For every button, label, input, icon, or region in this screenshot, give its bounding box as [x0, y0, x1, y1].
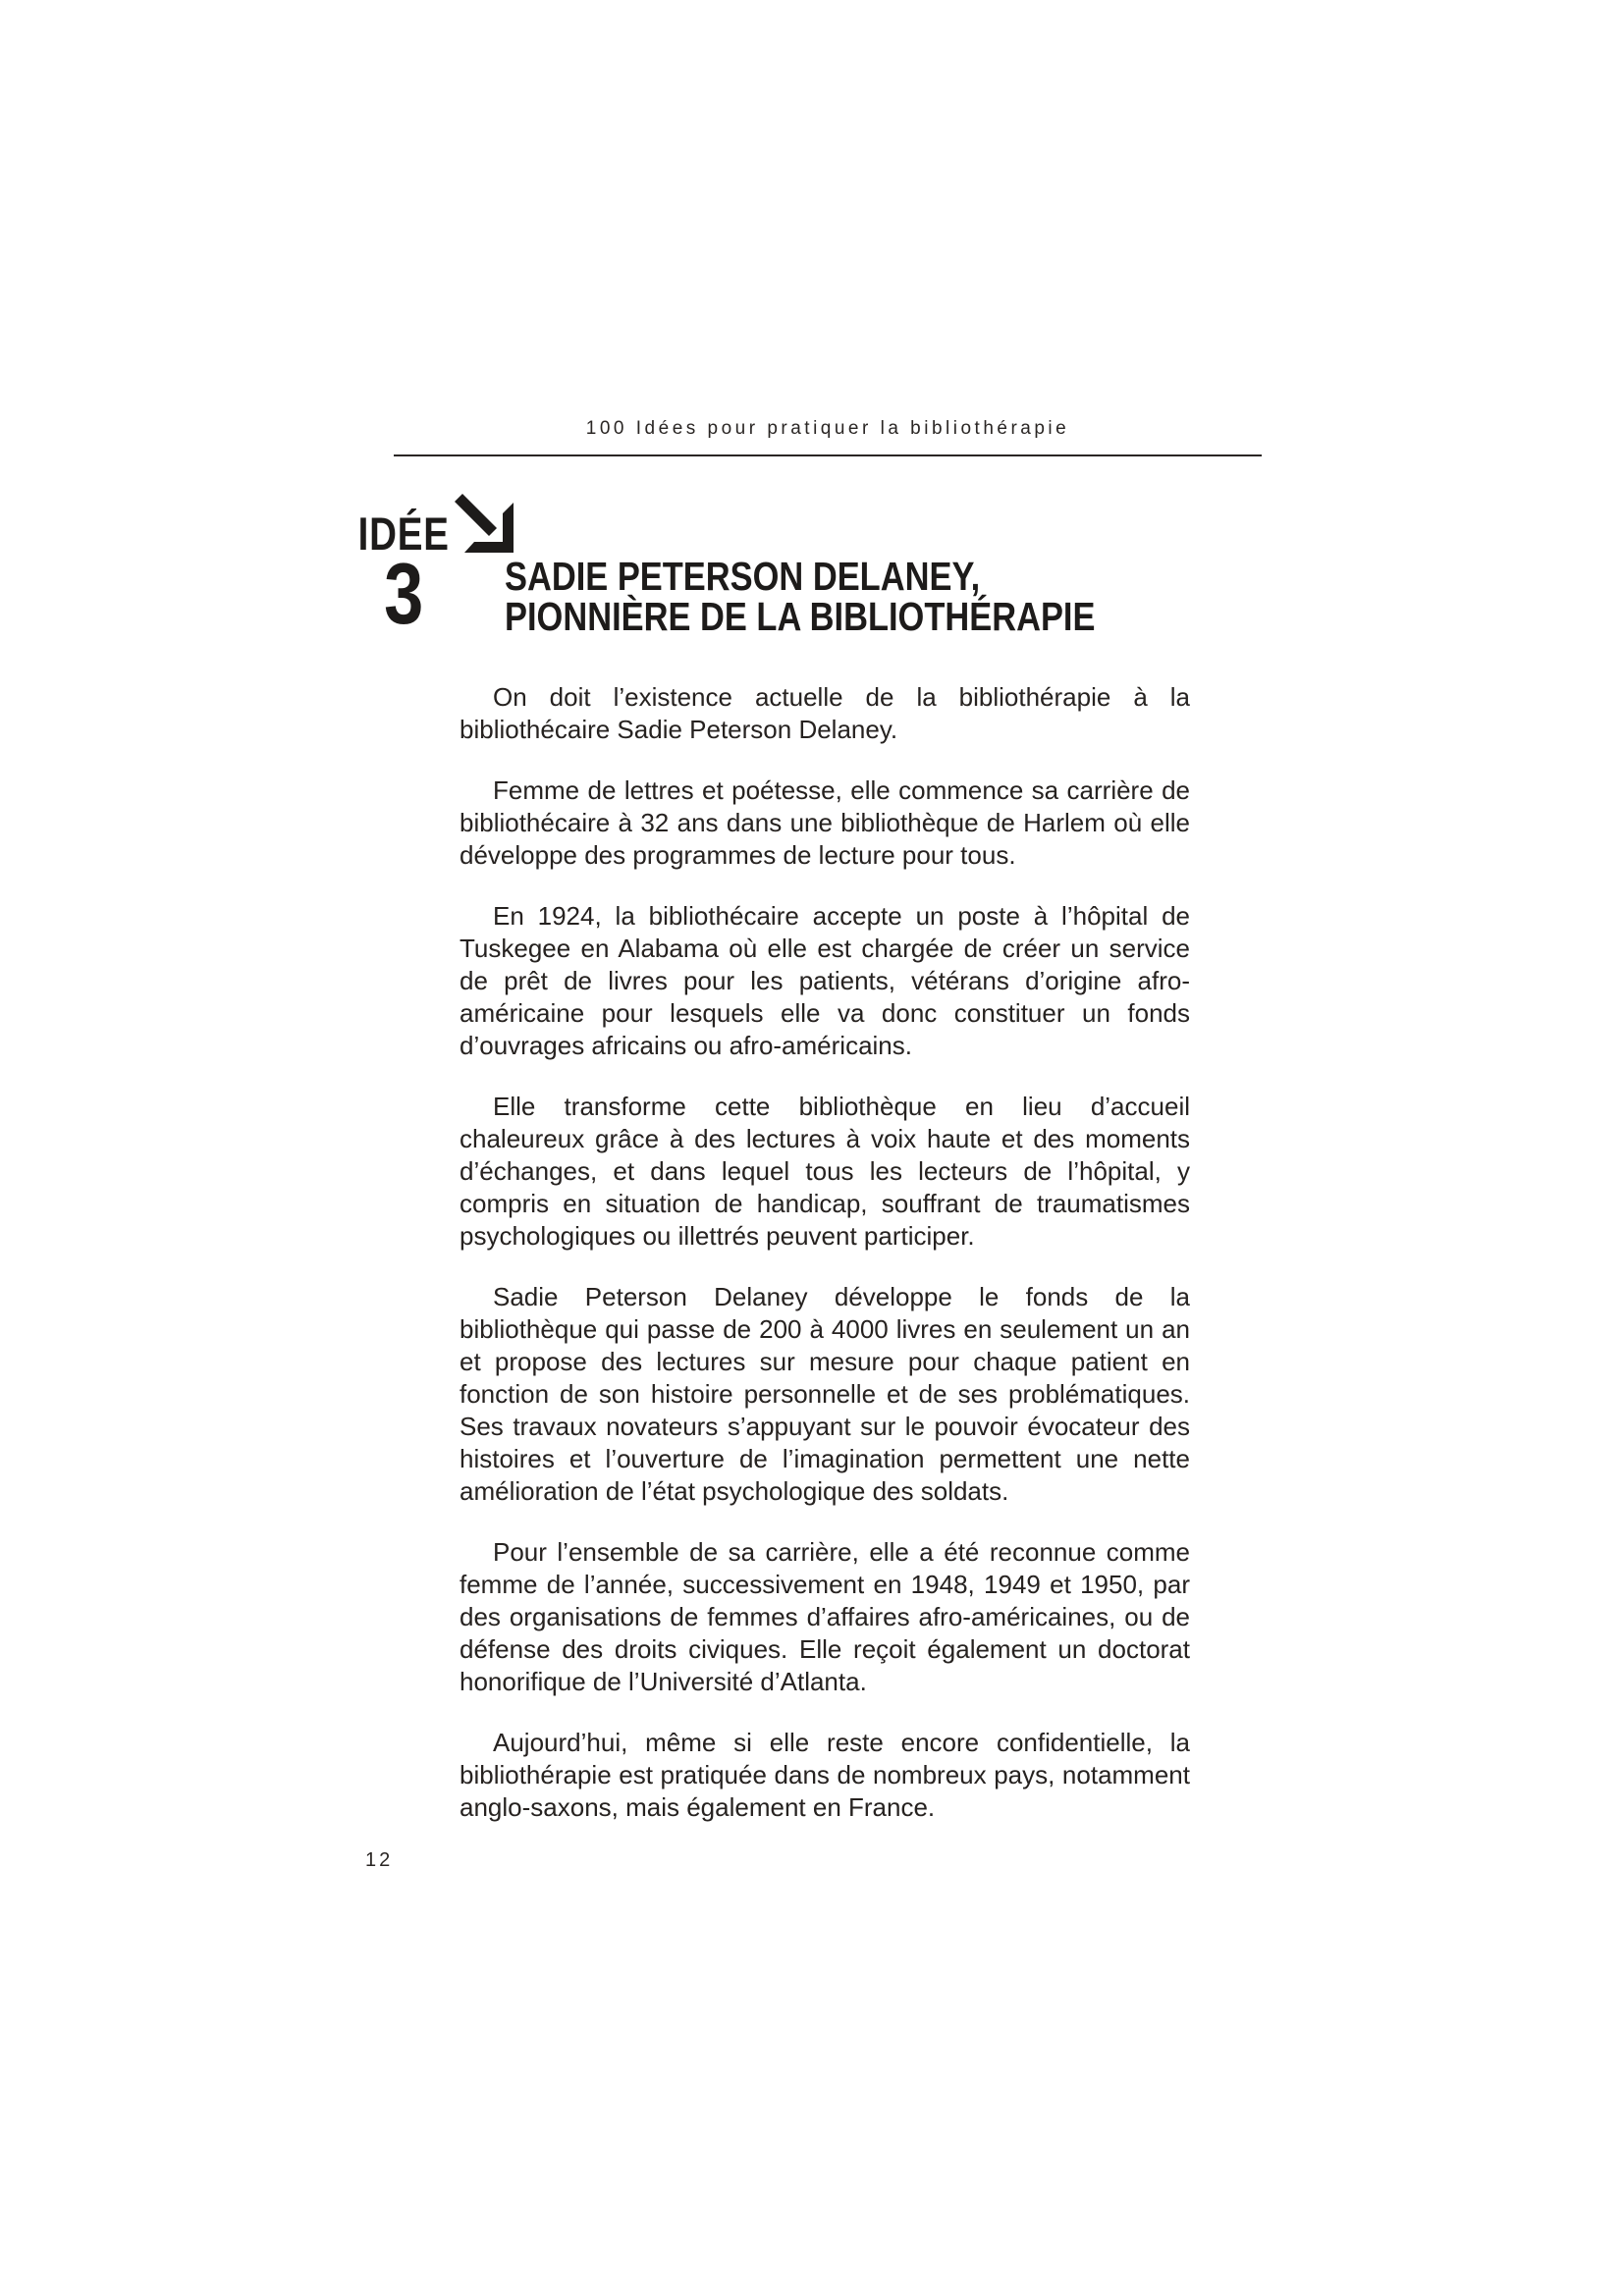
- chapter-title: [505, 554, 1247, 639]
- idea-label: IDÉE: [357, 507, 450, 560]
- paragraph: Sadie Peterson Delaney développe le fonds de la bibliothèque qui passe de 200 à 4000 livres en seulement un an et propose des lectures sur mesure pour chaque patient en fonction de son histoire personnelle et de ses problématiques. Ses travaux novateurs s’appuyant sur le pouvoir évocateur des histoires et l’ouverture de l’imagination permettent une nette amélioration de l’état psychologique des soldats.: [460, 1282, 1190, 1506]
- paragraph: Pour l’ensemble de sa carrière, elle a été reconnue comme femme de l’année, successivement en 1948, 1949 et 1950, par des organisations de femmes d’affaires afro-américaines, ou de défense des droits civiques. Elle reçoit également un doctorat honorifique de l’Université d’Atlanta.: [460, 1537, 1190, 1696]
- idea-label-block: [355, 507, 452, 642]
- paragraph: En 1924, la bibliothécaire accepte un poste à l’hôpital de Tuskegee en Alabama où elle est chargée de créer un service de prêt de livres pour les patients, vétérans d’origine afro-américaine pour lesquels elle va donc constituer un fonds d’ouvrages africains ou afro-américains.: [460, 901, 1190, 1060]
- body-text: [460, 681, 1190, 1824]
- paragraph: Femme de lettres et poétesse, elle commence sa carrière de bibliothécaire à 32 ans dans une bibliothèque de Harlem où elle développe des programmes de lecture pour tous.: [460, 775, 1190, 870]
- idea-number: 3: [384, 545, 424, 642]
- chapter-title-line2: PIONNIÈRE DE LA BIBLIOTHÉRAPIE: [505, 594, 1096, 639]
- paragraph: On doit l’existence actuelle de la bibliothérapie à la bibliothécaire Sadie Peterson Delaney.: [460, 682, 1190, 744]
- chapter-title-line1: SADIE PETERSON DELANEY,: [505, 554, 981, 599]
- paragraph: Aujourd’hui, même si elle reste encore confidentielle, la bibliothérapie est pratiquée dans de nombreux pays, notamment anglo-saxons, mais également en France.: [460, 1728, 1190, 1822]
- arrow-down-right-icon: [455, 494, 514, 553]
- paragraph: Elle transforme cette bibliothèque en lieu d’accueil chaleureux grâce à des lectures à voix haute et des moments d’échanges, et dans lequel tous les lecteurs de l’hôpital, y compris en situation de handicap, souffrant de traumatismes psychologiques ou illettrés peuvent participer.: [460, 1092, 1190, 1251]
- page-number: 12: [365, 1849, 394, 1871]
- running-head: 100 Idées pour pratiquer la bibliothérapie: [394, 418, 1262, 456]
